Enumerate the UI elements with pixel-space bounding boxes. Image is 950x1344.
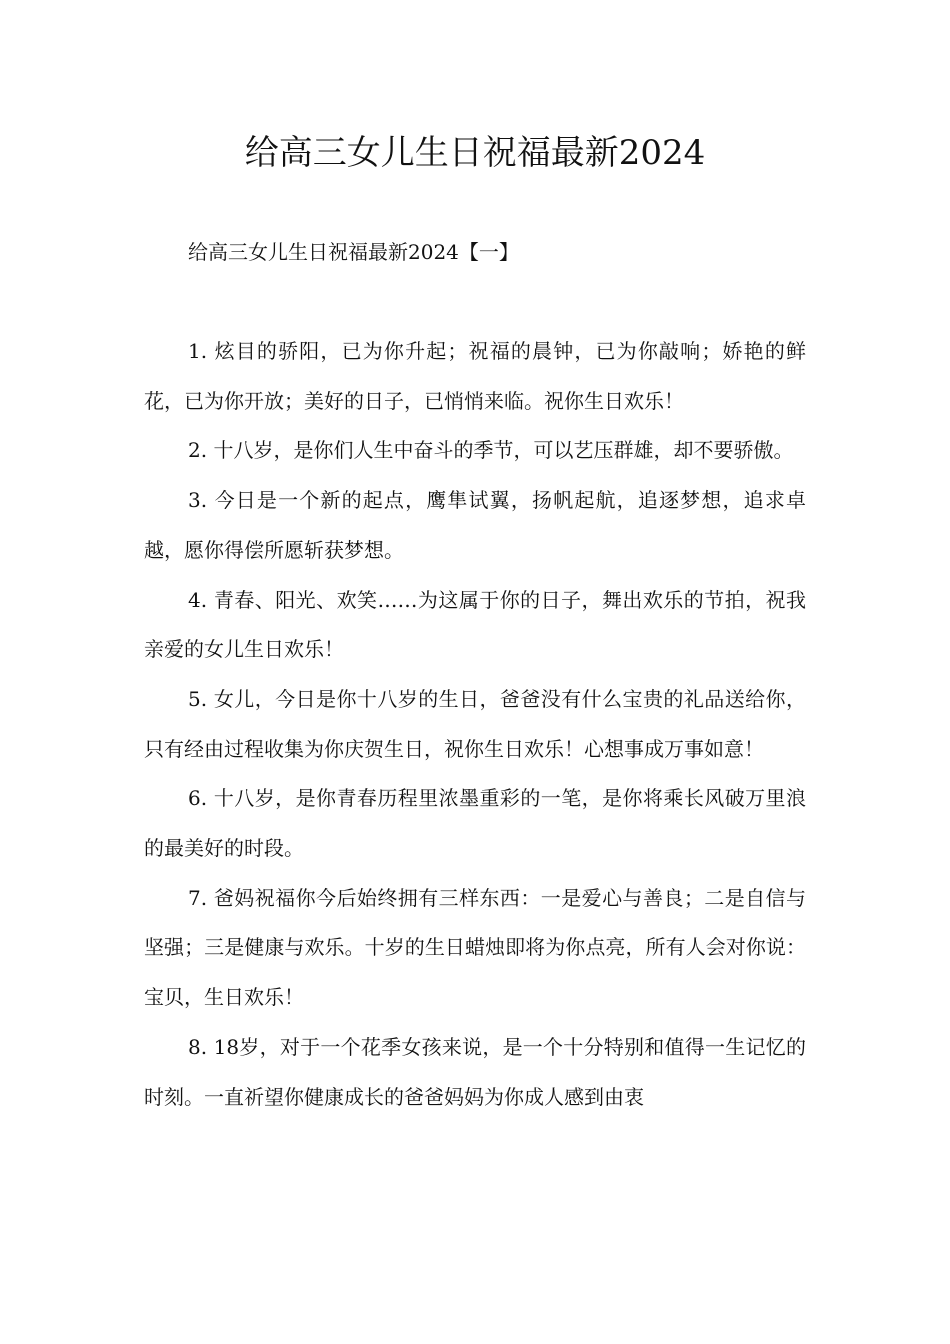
section-heading: 给高三女儿生日祝福最新2024【一】 xyxy=(188,240,519,264)
paragraph-6: 6. 十八岁，是你青春历程里浓墨重彩的一笔，是你将乘长风破万里浪的最美好的时段。 xyxy=(144,786,806,861)
paragraph-2: 2. 十八岁，是你们人生中奋斗的季节，可以艺压群雄，却不要骄傲。 xyxy=(188,438,794,463)
paragraph-8: 8. 18岁，对于一个花季女孩来说，是一个十分特别和值得一生记忆的时刻。一直祈望你健康成长的爸爸妈妈为你成人感到由衷 xyxy=(144,1034,806,1109)
paragraph-4: 4. 青春、阳光、欢笑……为这属于你的日子，舞出欢乐的节拍，祝我亲爱的女儿生日欢乐！ xyxy=(144,587,806,662)
paragraph-7: 7. 爸妈祝福你今后始终拥有三样东西：一是爱心与善良；二是自信与坚强；三是健康与欢乐。十岁的生日蜡烛即将为你点亮，所有人会对你说：宝贝，生日欢乐！ xyxy=(144,885,806,1010)
document-body xyxy=(144,327,806,1122)
paragraph-1: 1. 炫目的骄阳，已为你升起；祝福的晨钟，已为你敲响；娇艳的鲜花，已为你开放；美好的日子，已悄悄来临。祝你生日欢乐！ xyxy=(144,339,806,413)
paragraph-3: 3. 今日是一个新的起点，鹰隼试翼，扬帆起航，追逐梦想，追求卓越，愿你得偿所愿斩获梦想。 xyxy=(144,488,806,562)
document-title: 给高三女儿生日祝福最新2024 xyxy=(244,133,706,173)
paragraph-5: 5. 女儿，今日是你十八岁的生日，爸爸没有什么宝贵的礼品送给你，只有经由过程收集为你庆贺生日，祝你生日欢乐！心想事成万事如意！ xyxy=(144,686,806,761)
